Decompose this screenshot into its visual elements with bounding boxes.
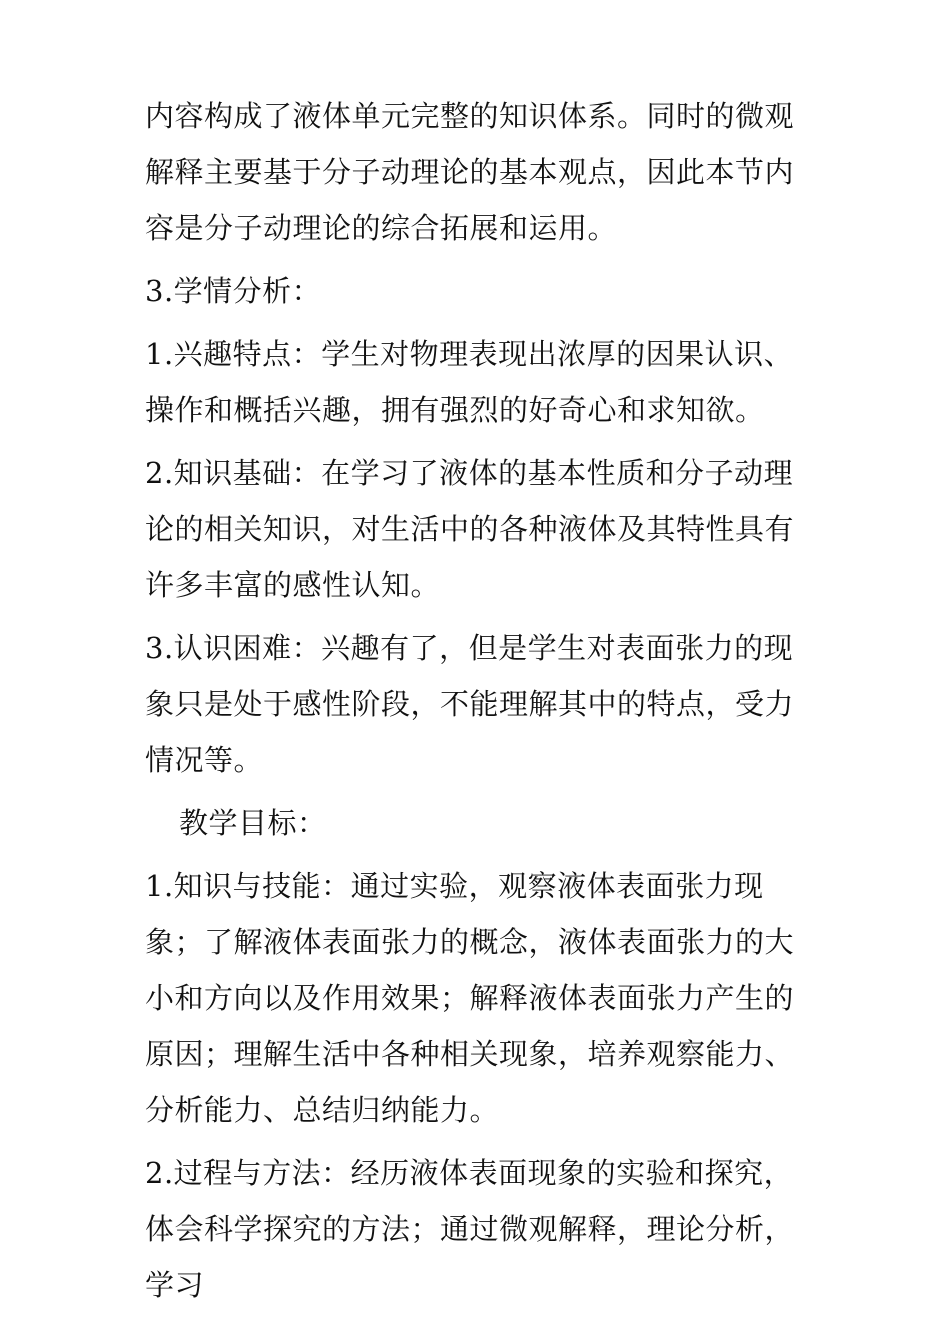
paragraph-knowledge-skills: 1.知识与技能：通过实验，观察液体表面张力现象；了解液体表面张力的概念，液体表面张力的大小和方向以及作用效果；解释液体表面张力产生的原因；理解生活中各种相关现象，培养观察能力、分析能力、总结归纳能力。	[145, 869, 795, 1127]
heading-student-analysis: 3.学情分析：	[145, 274, 322, 308]
paragraph-difficulty: 3.认识困难：兴趣有了，但是学生对表面张力的现象只是处于感性阶段，不能理解其中的特点，受力情况等。	[145, 631, 795, 777]
document-body	[145, 88, 810, 1320]
heading-teaching-goals: 教学目标：	[179, 806, 327, 840]
paragraph-process-method: 2.过程与方法：经历液体表面现象的实验和探究，体会科学探究的方法；通过微观解释，理论分析，学习	[145, 1156, 795, 1302]
paragraph-intro-continuation: 内容构成了液体单元完整的知识体系。同时的微观解释主要基于分子动理论的基本观点，因此本节内容是分子动理论的综合拓展和运用。	[145, 99, 795, 245]
paragraph-knowledge-base: 2.知识基础：在学习了液体的基本性质和分子动理论的相关知识，对生活中的各种液体及其特性具有许多丰富的感性认知。	[145, 456, 795, 602]
paragraph-interest: 1.兴趣特点：学生对物理表现出浓厚的因果认识、操作和概括兴趣，拥有强烈的好奇心和求知欲。	[145, 337, 794, 427]
